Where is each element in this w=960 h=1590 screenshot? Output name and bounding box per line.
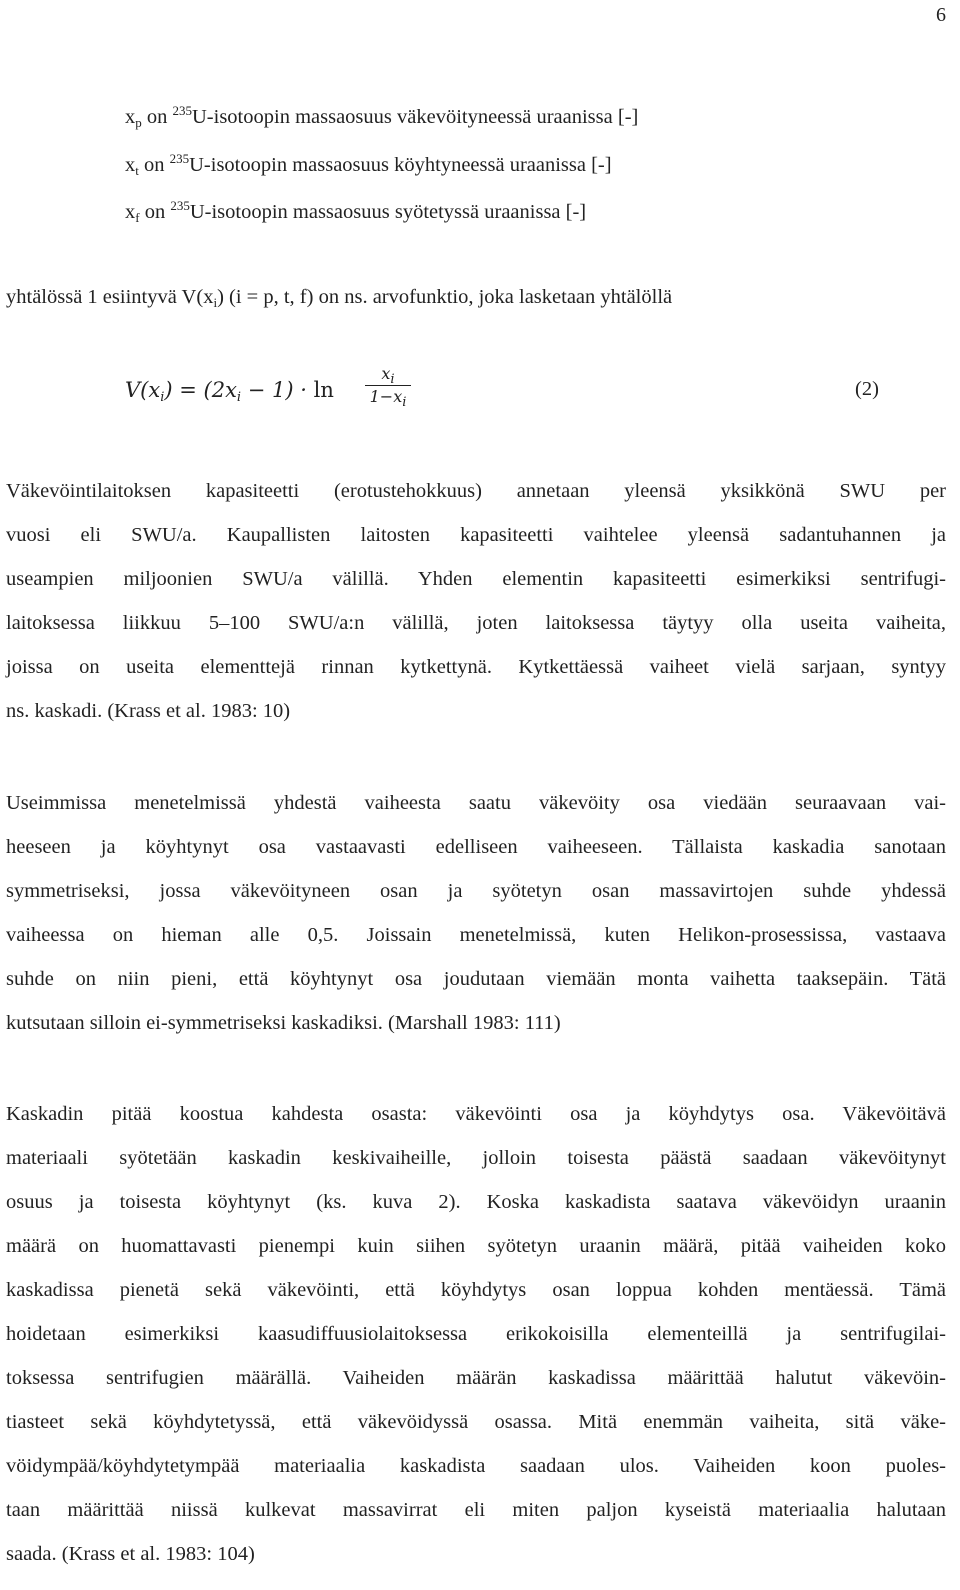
- definition-item: $x_p$ on $^{235}$U-isotoopin massaosuus väkevöityneessä uraanissa [-]: [125, 103, 639, 130]
- definition-item: $x_f$ on $^{235}$U-isotoopin massaosuus syötetyssä uraanissa [-]: [125, 198, 587, 225]
- page-number: 6: [936, 4, 946, 26]
- equation-lhs: $V(x_i) = (2x_i - 1) \cdot \ln$: [125, 378, 334, 405]
- equation-fraction: $x_i$ $1-x_i$: [365, 364, 411, 407]
- equation-number: (2): [855, 378, 879, 400]
- intro-line: yhtälössä 1 esiintyvä $V(x_i) (i = p$, t, f) on ns. arvofunktio, joka lasketaan yhtälöllä: [6, 286, 673, 310]
- definition-item: $x_t$ on $^{235}$U-isotoopin massaosuus köyhtyneessä uraanissa [-]: [125, 151, 612, 178]
